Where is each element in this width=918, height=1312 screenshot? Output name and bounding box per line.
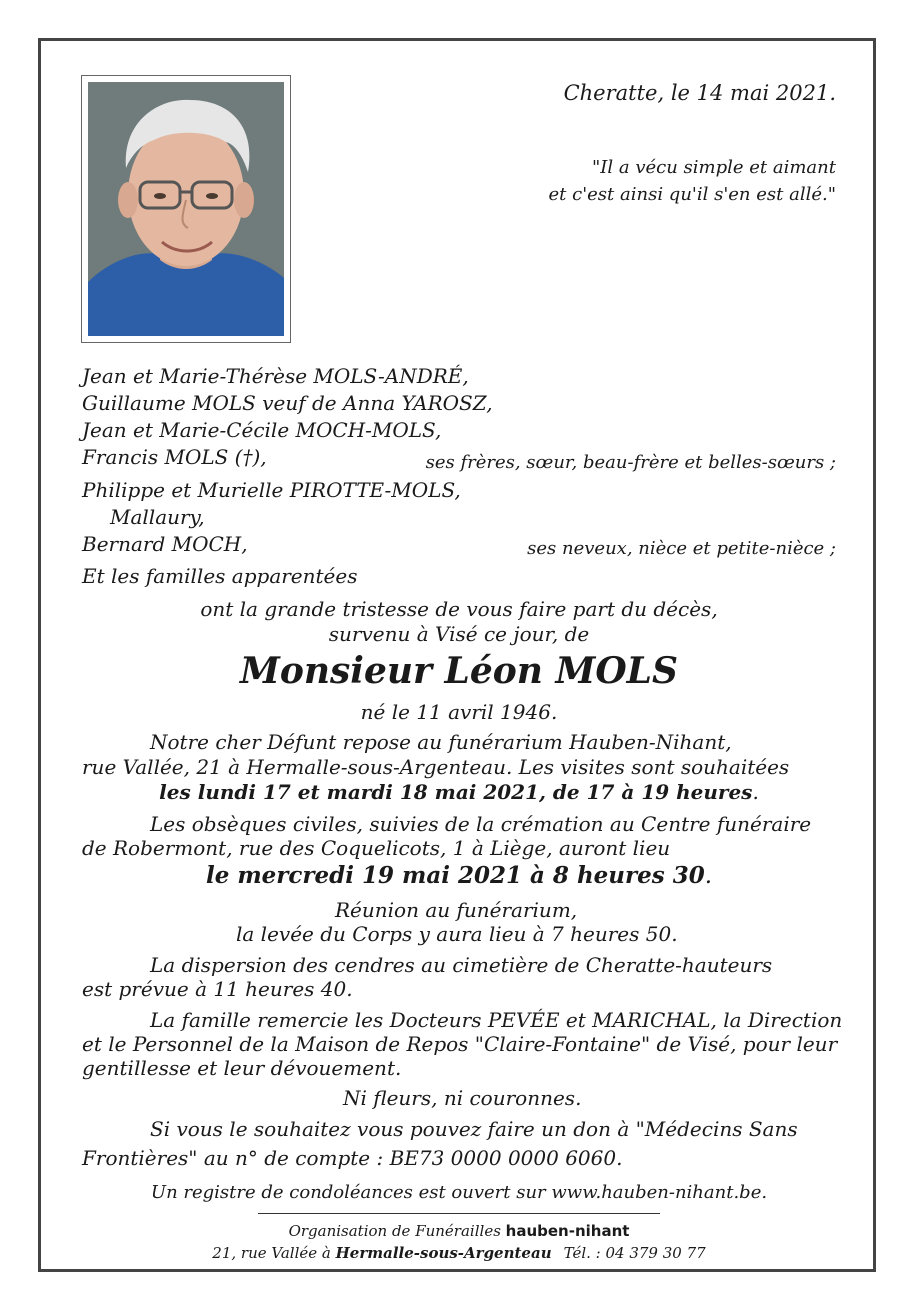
relation-nephews: ses neveux, nièce et petite-nièce ; bbox=[527, 538, 836, 559]
thanks-line-3: gentillesse et leur dévouement. bbox=[82, 1056, 402, 1080]
donation-line-1: Si vous le souhaitez vous pouvez faire un don à "Médecins Sans bbox=[150, 1117, 798, 1141]
ceremony-date-end: . bbox=[704, 863, 713, 889]
visit-times-end: . bbox=[752, 780, 759, 804]
footer-brand: hauben-nihant bbox=[505, 1222, 630, 1240]
condolence-register: Un registre de condoléances est ouvert sur www.hauben-nihant.be. bbox=[150, 1182, 768, 1203]
footer-addr-prefix: 21, rue Vallée à bbox=[212, 1244, 336, 1262]
portrait-photo bbox=[88, 82, 284, 336]
quote-line-1: "Il a vécu simple et aimant bbox=[592, 157, 836, 178]
ceremony-date-bold: le mercredi 19 mai 2021 à 8 heures 30 bbox=[205, 862, 705, 889]
reunion-line-2: la levée du Corps y aura lieu à 7 heures 50. bbox=[236, 922, 678, 946]
family-line-1: Jean et Marie-Thérèse MOLS-ANDRÉ, bbox=[82, 364, 469, 388]
visit-times-bold: les lundi 17 et mardi 18 mai 2021, de 17 à 19 heures bbox=[159, 780, 753, 804]
footer-separator bbox=[258, 1213, 660, 1214]
quote-line-2: et c'est ainsi qu'il s'en est allé." bbox=[548, 184, 836, 205]
footer-address bbox=[40, 1244, 878, 1262]
family-line-8: Et les familles apparentées bbox=[82, 564, 358, 588]
family-line-7: Bernard MOCH, bbox=[82, 532, 248, 556]
footer-phone: Tél. : 04 379 30 77 bbox=[563, 1244, 706, 1262]
thanks-line-1: La famille remercie les Docteurs PEVÉE et MARICHAL, la Direction bbox=[150, 1008, 843, 1032]
announcement-line-2: survenu à Visé ce jour, de bbox=[328, 622, 590, 646]
repose-line-1: Notre cher Défunt repose au funérarium Hauben-Nihant, bbox=[150, 730, 732, 754]
donation-line-2: Frontières" au n° de compte : BE73 0000 0000 6060. bbox=[82, 1146, 623, 1170]
deceased-name: Monsieur Léon MOLS bbox=[239, 650, 678, 692]
visit-times bbox=[40, 780, 878, 804]
thanks-line-2: et le Personnel de la Maison de Repos "Claire-Fontaine" de Visé, pour leur bbox=[82, 1032, 838, 1056]
portrait-photo-icon bbox=[88, 82, 284, 336]
family-line-2: Guillaume MOLS veuf de Anna YAROSZ, bbox=[82, 391, 493, 415]
portrait-frame bbox=[81, 75, 291, 343]
obseques-line-1: Les obsèques civiles, suivies de la crémation au Centre funéraire bbox=[150, 812, 812, 836]
reunion-line-1: Réunion au funérarium, bbox=[335, 898, 578, 922]
place-date: Cheratte, le 14 mai 2021. bbox=[563, 81, 836, 105]
dispersion-line-2: est prévue à 11 heures 40. bbox=[82, 977, 353, 1001]
family-line-5: Philippe et Murielle PIROTTE-MOLS, bbox=[82, 478, 461, 502]
repose-line-2: rue Vallée, 21 à Hermalle-sous-Argenteau. Les visites sont souhaitées bbox=[82, 755, 790, 779]
family-line-4: Francis MOLS (†), bbox=[82, 445, 267, 469]
no-flowers: Ni fleurs, ni couronnes. bbox=[343, 1086, 582, 1110]
family-line-6: Mallaury, bbox=[110, 505, 205, 529]
obseques-line-2: de Robermont, rue des Coquelicots, 1 à Liège, auront lieu bbox=[82, 836, 671, 860]
footer-org-prefix: Organisation de Funérailles bbox=[288, 1222, 506, 1240]
family-line-3: Jean et Marie-Cécile MOCH-MOLS, bbox=[82, 418, 442, 442]
birth-date: né le 11 avril 1946. bbox=[360, 700, 558, 724]
footer-organisation bbox=[40, 1222, 878, 1240]
announcement-line-1: ont la grande tristesse de vous faire part du décès, bbox=[200, 597, 718, 621]
ceremony-date bbox=[40, 862, 878, 889]
dispersion-line-1: La dispersion des cendres au cimetière de Cheratte-hauteurs bbox=[150, 953, 773, 977]
footer-addr-town: Hermalle-sous-Argenteau bbox=[335, 1244, 552, 1262]
relation-siblings: ses frères, sœur, beau-frère et belles-sœurs ; bbox=[425, 452, 836, 473]
